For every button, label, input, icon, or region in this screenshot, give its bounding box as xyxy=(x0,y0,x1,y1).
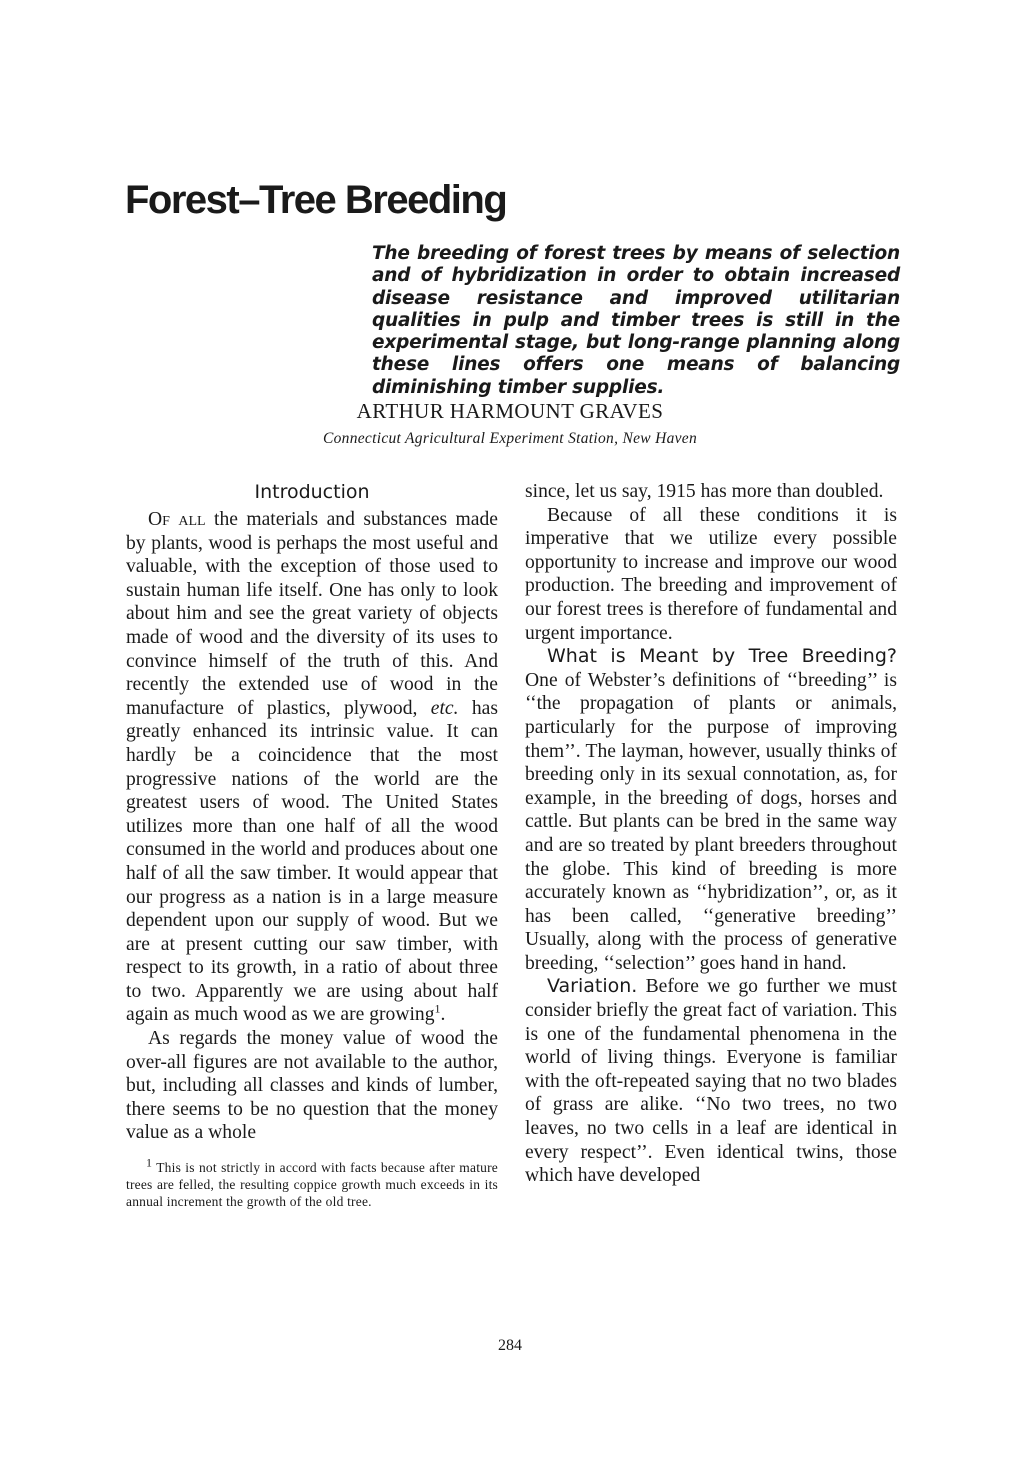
article-abstract: The breeding of forest trees by means of selection and of hybridization in order to obtain increased disease resistance and improved utilitarian qualities in pulp and timber trees is still in the experimental stage, but long-range planning along these lines offers one means of balancing diminishing timber supplies. xyxy=(372,243,900,398)
intro-paragraph-1-part-a: the materials and substances made by plants, wood is perhaps the most useful and valuable, with the exception of those used to sustain human life itself. One has only to look about him and see the great variety of objects made of wood and the diversity of its uses to convince himself of the truth of this. And recently the extended use of wood in the manufacture of plastics, plywood, xyxy=(126,509,498,719)
right-paragraph-4-text: Before we go further we must consider briefly the great fact of variation. This is one of the fundamental phenomena in the world of living things. Everyone is familiar with the oft-repeated saying that no two blades of grass are alike. ‘‘No two trees, no two leaves, no two cells in a leaf are identical in every respect’’. Even identical twins, those which have developed xyxy=(525,976,897,1187)
intro-paragraph-1-end: . xyxy=(440,1004,446,1026)
article-title: Forest–Tree Breeding xyxy=(125,178,507,222)
left-column xyxy=(126,480,498,1211)
author-affiliation: Connecticut Agricultural Experiment Station, New Haven xyxy=(322,430,698,447)
dropcap-words: Of all xyxy=(148,509,206,530)
footnote-reference: 1 xyxy=(434,1001,441,1016)
footnote-text: This is not strictly in accord with facts because after mature trees are felled, the resulting coppice growth much exceeds in its annual increment the growth of the old tree. xyxy=(126,1160,498,1210)
runin-heading-tree-breeding: What is Meant by Tree Breeding? xyxy=(547,645,897,668)
intro-paragraph-1-part-b: has greatly enhanced its intrinsic value. It can hardly be a coincidence that the most progressive nations of the world are the greatest users of wood. The United States utilizes more than one half of all the wood consumed in the world and produces about one half of all the saw timber. It would appear that our progress as a nation is in a large measure dependent upon our supply of wood. But we are at present cutting our saw timber, with respect to its growth, in a ratio of about three to two. Apparently we are using about half again as much wood as we are growing xyxy=(126,697,498,1026)
intro-paragraph-1-etc: etc. xyxy=(430,697,459,719)
right-paragraph-3 xyxy=(525,645,897,975)
right-paragraph-3-text: One of Webster’s definitions of ‘‘breeding’’ is ‘‘the propagation of plants or animals, particularly for the purpose of improving them’’. The layman, however, usually thinks of breeding only in its sexual connotation, as, for example, in the breeding of dogs, horses and cattle. But plants can be bred in the same way and are so treated by plant breeders throughout the globe. This kind of breeding is more accurately known as ‘‘hybridization’’, or, as it has been called, ‘‘generative breeding’’ Usually, along with the process of generative breeding, ‘‘selection’’ goes hand in hand. xyxy=(525,669,897,974)
right-paragraph-1: since, let us say, 1915 has more than doubled. xyxy=(525,481,884,502)
right-paragraph-2: Because of all these conditions it is imperative that we utilize every possible opportunity to increase and improve our wood production. The breeding and improvement of our forest trees is therefore of fundamental and urgent importance. xyxy=(525,504,897,644)
section-heading-introduction: Introduction xyxy=(254,481,370,503)
right-paragraph-4 xyxy=(525,975,897,1187)
runin-heading-variation: Variation. xyxy=(547,975,638,998)
footnote-marker: 1 xyxy=(146,1155,153,1170)
right-column xyxy=(525,480,897,1188)
page-number: 284 xyxy=(498,1337,522,1354)
intro-paragraph-1 xyxy=(126,508,498,1027)
footnote xyxy=(126,1155,498,1211)
intro-paragraph-2: As regards the money value of wood the over-all figures are not available to the author, but, including all classes and kinds of lumber, there seems to be no question that the money value as a whole xyxy=(126,1028,498,1144)
author-name: ARTHUR HARMOUNT GRAVES xyxy=(356,399,664,423)
